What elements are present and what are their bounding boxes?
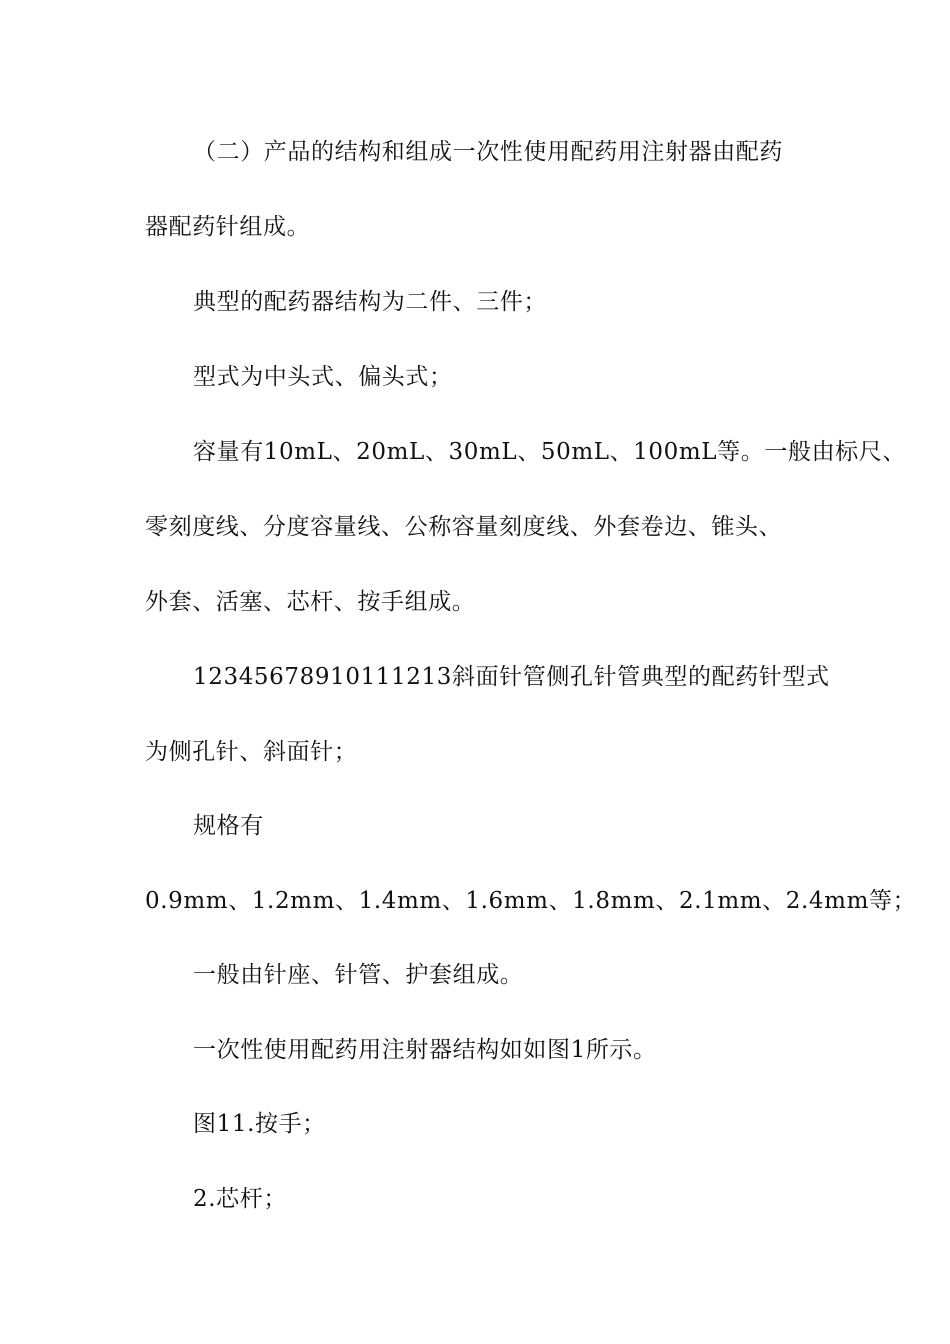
text-line-8: 12345678910111213斜面针管侧孔针管典型的配药针型式: [193, 664, 830, 690]
text-line-7: 外套、活塞、芯杆、按手组成。: [145, 589, 476, 615]
text-line-1: （二）产品的结构和组成一次性使用配药用注射器由配药: [193, 139, 783, 165]
text-line-6: 零刻度线、分度容量线、公称容量刻度线、外套卷边、锥头、: [145, 514, 783, 540]
text-line-5: 容量有10mL、20mL、30mL、50mL、100mL等。一般由标尺、: [193, 439, 906, 465]
text-line-14: 图11.按手；: [193, 1111, 326, 1137]
text-line-13: 一次性使用配药用注射器结构如如图1所示。: [193, 1037, 657, 1063]
text-line-12: 一般由针座、针管、护套组成。: [193, 962, 524, 988]
text-line-4: 型式为中头式、偏头式；: [193, 364, 453, 390]
text-line-9: 为侧孔针、斜面针；: [145, 739, 358, 765]
text-line-2: 器配药针组成。: [145, 214, 311, 240]
text-line-11: 0.9mm、1.2mm、1.4mm、1.6mm、1.8mm、2.1mm、2.4mm等；: [145, 888, 917, 914]
text-line-3: 典型的配药器结构为二件、三件；: [193, 289, 547, 315]
text-line-15: 2.芯杆；: [193, 1186, 287, 1212]
text-line-10: 规格有: [193, 813, 264, 839]
